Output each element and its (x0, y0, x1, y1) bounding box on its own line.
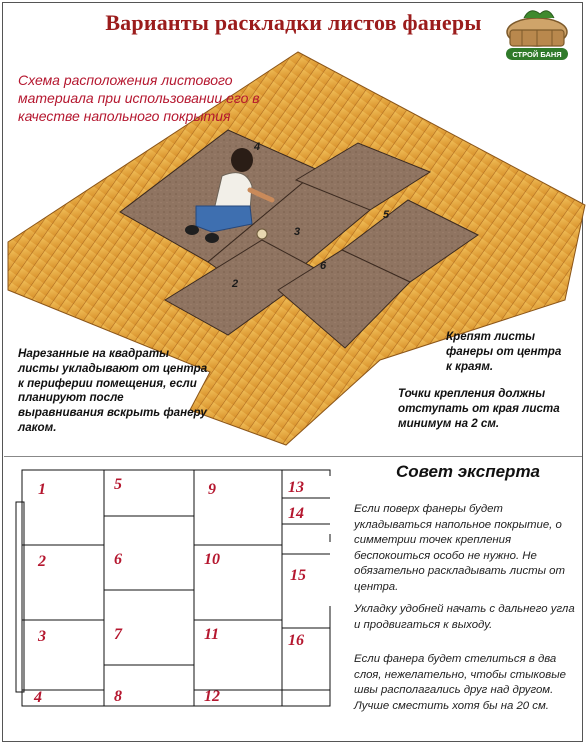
plan-number: 3 (38, 628, 46, 645)
sheet-number: 6 (320, 260, 327, 272)
plan-number: 5 (114, 476, 122, 493)
note-right-offset: Точки крепления должны отступать от края листа минимум на 2 см. (398, 387, 560, 430)
expert-paragraph: Укладку удобней начать с дальнего угла и продвигаться к выходу. (354, 603, 575, 631)
logo (496, 4, 578, 66)
plan-number: 6 (114, 551, 122, 568)
logo-text: СТРОЙ БАНЯ (512, 50, 562, 59)
sheet-number: 5 (383, 209, 390, 221)
plan-number: 7 (114, 626, 122, 643)
page-title: Варианты раскладки листов фанеры (105, 10, 482, 35)
note-right-fastening: Крепят листы фанеры от центра к краям. (446, 330, 562, 373)
plan-number: 14 (288, 505, 304, 522)
divider (4, 456, 582, 457)
sheet-number: 3 (294, 226, 301, 238)
sheet-number: 4 (254, 141, 261, 153)
expert-paragraph: Если фанера будет стелиться в два слоя, нежелательно, чтобы стыковые швы располагались друг над другом. Лучше сместить хотя бы на 20 см. (354, 653, 566, 712)
sheet-number: 2 (232, 278, 239, 290)
plan-number: 16 (288, 632, 304, 649)
plan-number: 10 (204, 551, 220, 568)
note-left: Нарезанные на квадраты листы укладывают от центра к периферии помещения, если планируют после выравнивания вскрыть фанеру лаком. (18, 347, 208, 435)
plan-number: 9 (208, 481, 216, 498)
plan-number: 15 (290, 567, 306, 584)
plan-number: 11 (204, 626, 220, 643)
illustration-caption: Схема расположения листового материала при использовании его в качестве напольного покрытия (18, 72, 260, 124)
plan-number: 13 (288, 479, 304, 496)
layout-plan (0, 460, 345, 746)
plan-number: 4 (34, 689, 42, 706)
plan-number: 8 (114, 688, 122, 705)
expert-title: Совет эксперта (395, 462, 541, 481)
plan-number: 12 (204, 688, 220, 705)
expert-paragraph: Если поверх фанеры будет укладываться напольное покрытие, о симметрии точек крепления беспокоиться особо не нужно. Не обязательно раскладывать листы от центра. (354, 503, 565, 593)
plan-number: 1 (38, 481, 46, 498)
plan-number: 2 (38, 553, 46, 570)
